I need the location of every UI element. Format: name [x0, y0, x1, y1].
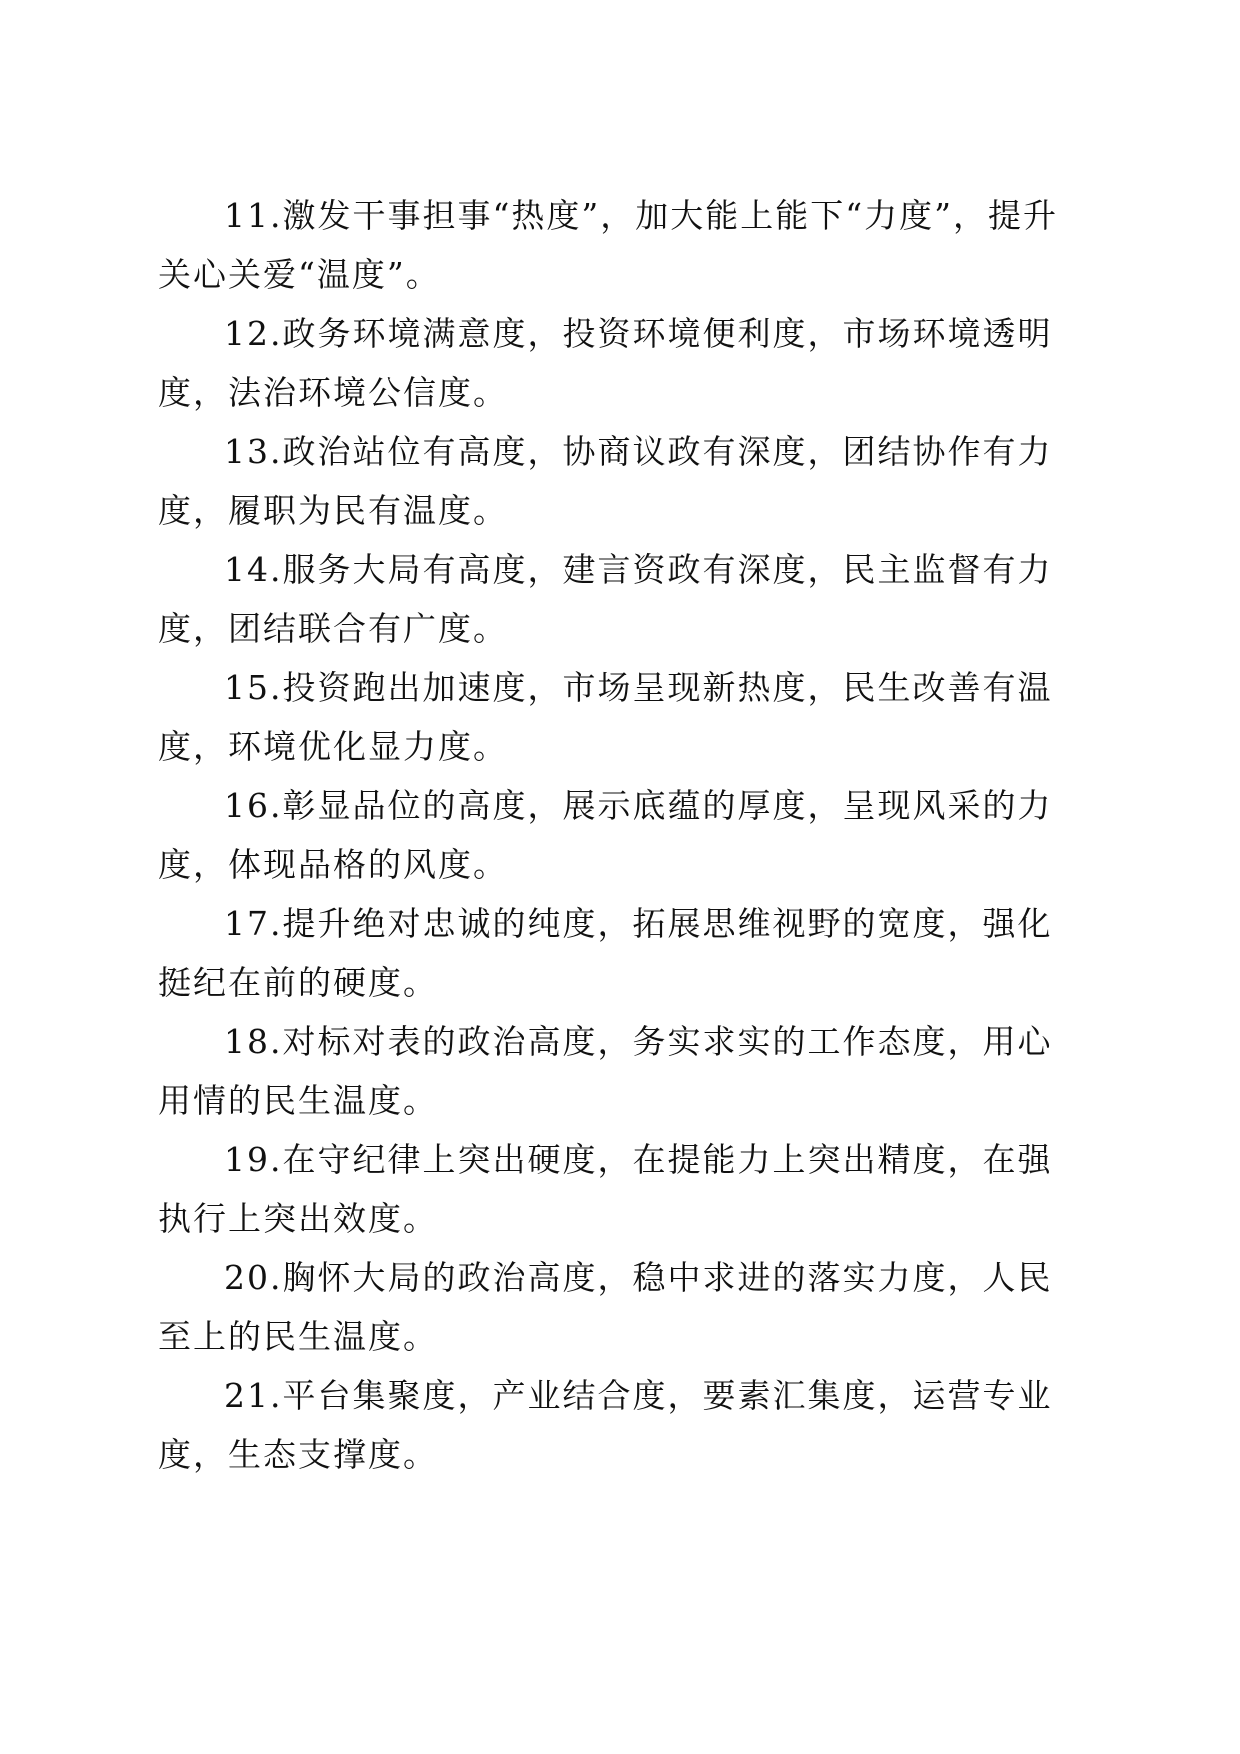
document-body: [158, 186, 1078, 1484]
paragraph-20: 20.胸怀大局的政治高度，稳中求进的落实力度，人民至上的民生温度。: [158, 1258, 1053, 1356]
paragraph-19: 19.在守纪律上突出硬度，在提能力上突出精度，在强执行上突出效度。: [158, 1140, 1053, 1238]
paragraph-15: 15.投资跑出加速度，市场呈现新热度，民生改善有温度，环境优化显力度。: [158, 668, 1053, 766]
paragraph-12: 12.政务环境满意度，投资环境便利度，市场环境透明度，法治环境公信度。: [158, 314, 1053, 412]
paragraph-21: 21.平台集聚度，产业结合度，要素汇集度，运营专业度，生态支撑度。: [158, 1376, 1053, 1474]
paragraph-14: 14.服务大局有高度，建言资政有深度，民主监督有力度，团结联合有广度。: [158, 550, 1053, 648]
paragraph-13: 13.政治站位有高度，协商议政有深度，团结协作有力度，履职为民有温度。: [158, 432, 1053, 530]
paragraph-17: 17.提升绝对忠诚的纯度，拓展思维视野的宽度，强化挺纪在前的硬度。: [158, 904, 1053, 1002]
paragraph-16: 16.彰显品位的高度，展示底蕴的厚度，呈现风采的力度，体现品格的风度。: [158, 786, 1053, 884]
paragraph-18: 18.对标对表的政治高度，务实求实的工作态度，用心用情的民生温度。: [158, 1022, 1053, 1120]
paragraph-11: 11.激发干事担事“热度”，加大能上能下“力度”，提升关心关爱“温度”。: [158, 196, 1058, 294]
